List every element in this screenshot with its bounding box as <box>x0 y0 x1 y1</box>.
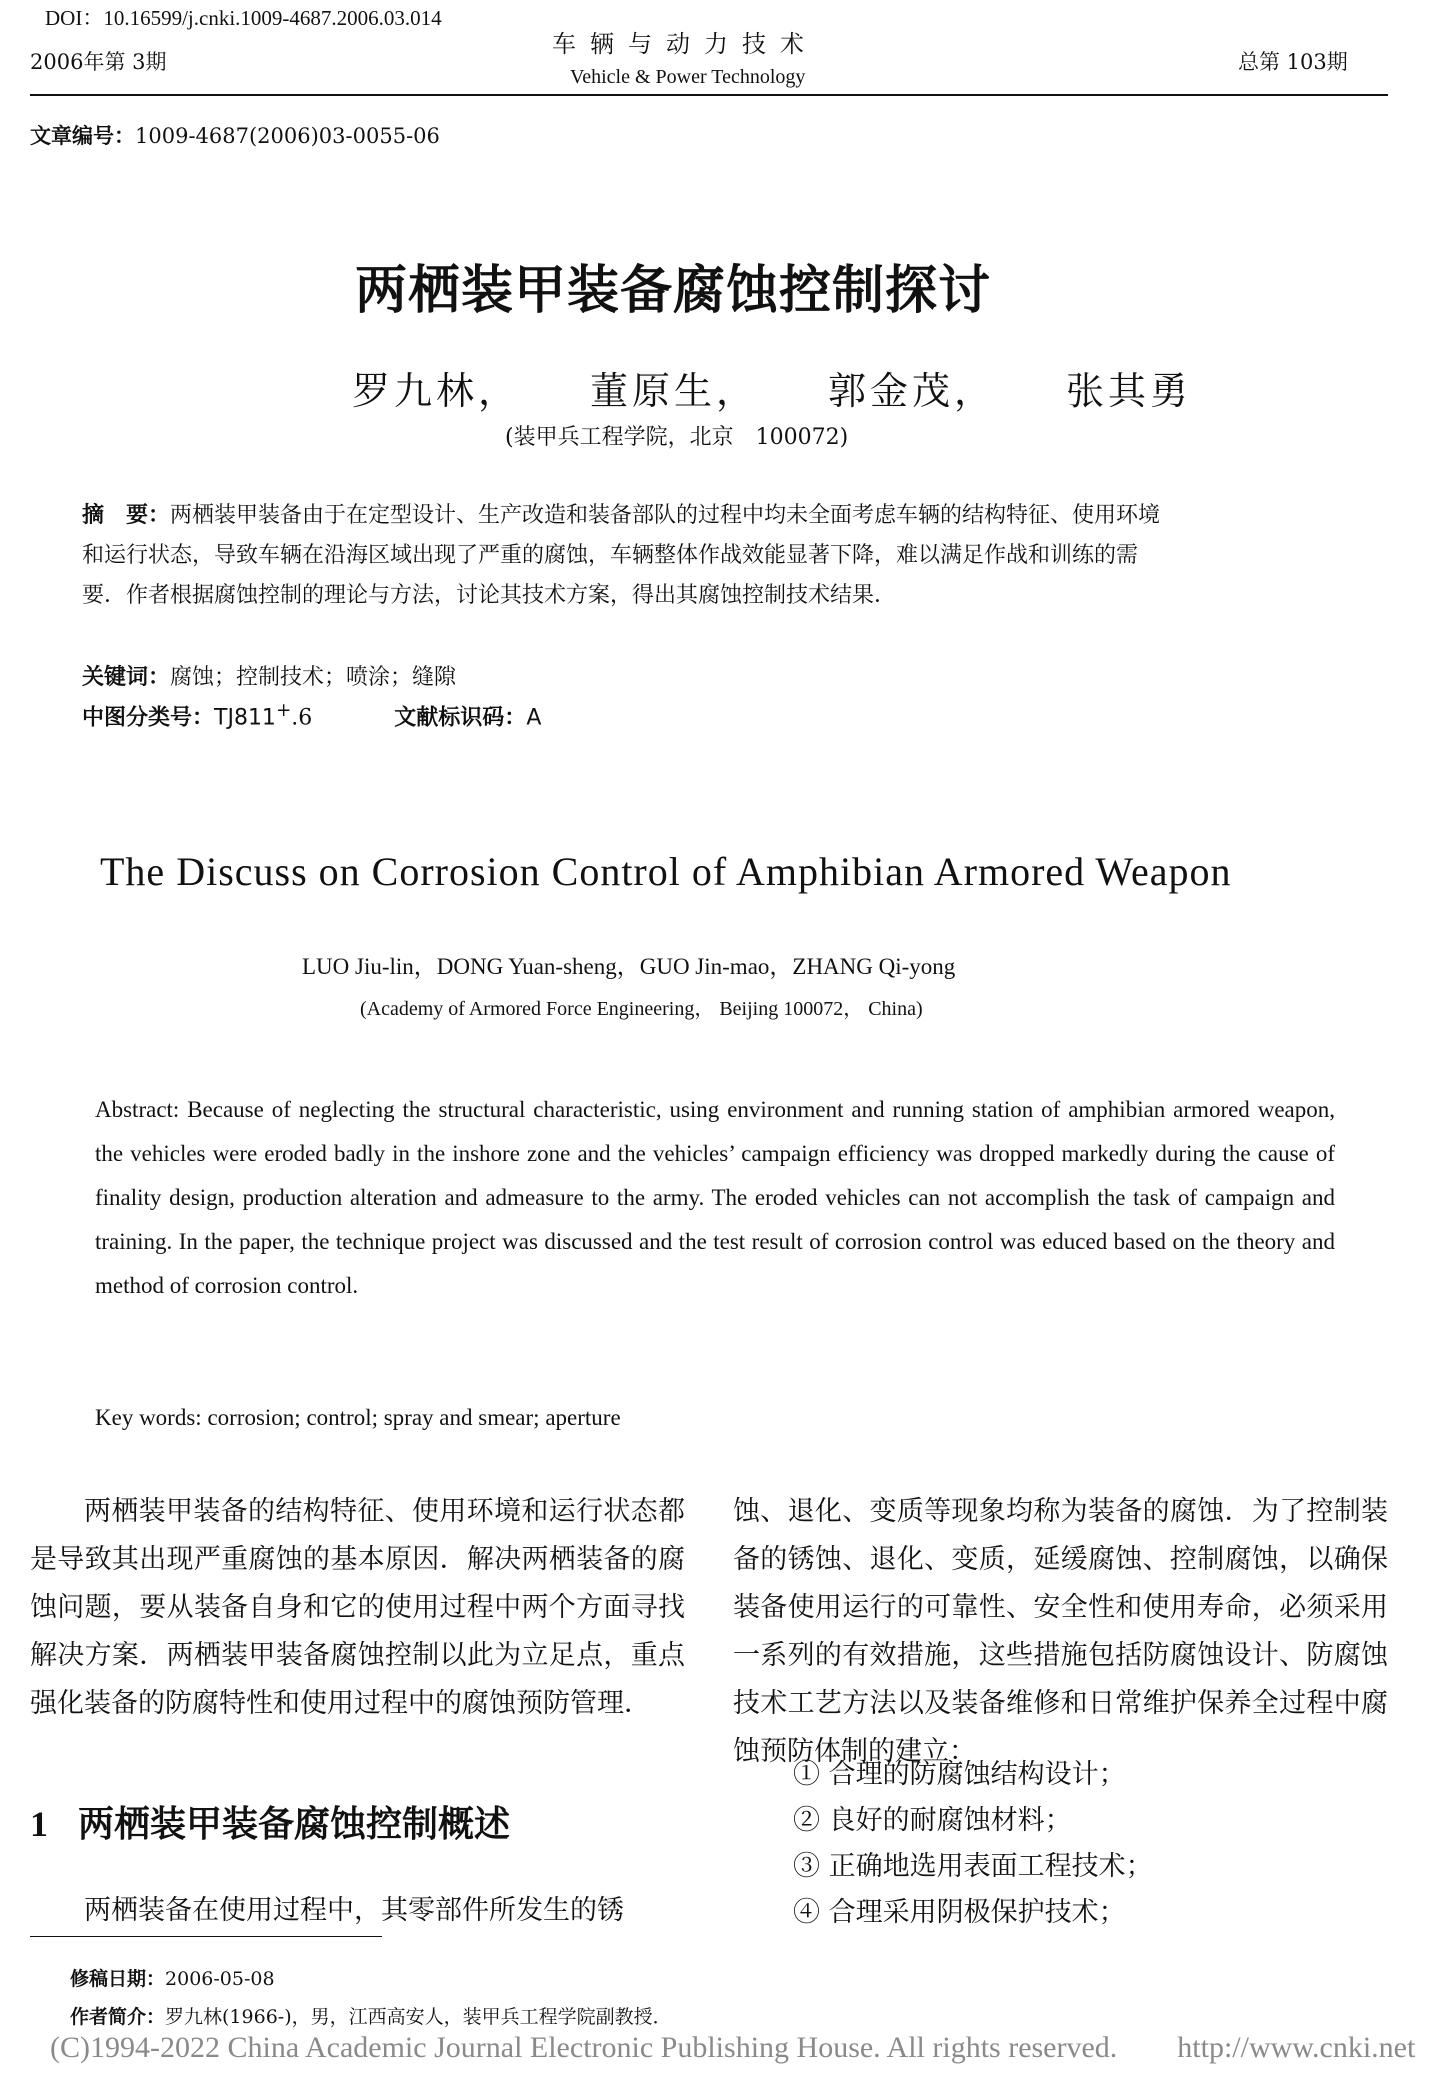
copyright-watermark: (C)1994-2022 China Academic Journal Electronic Publishing House. All rights reserved. http://www.cnki.net <box>50 2031 1416 2064</box>
body-paragraph: 两栖装甲装备的结构特征、使用环境和运行状态都是导致其出现严重腐蚀的基本原因．解决两栖装备的腐蚀问题，要从装备自身和它的使用过程中两个方面寻找解决方案．两栖装甲装备腐蚀控制以此为立足点，重点强化装备的防腐特性和使用过程中的腐蚀预防管理． <box>30 1496 685 1719</box>
issue-number: 2006年第 3期 <box>30 50 167 74</box>
list-item: ④ 合理采用阴极保护技术； <box>793 1897 1126 1928</box>
article-id-value: 1009-4687(2006)03-0055-06 <box>135 124 440 148</box>
keywords-en-label: Key words: <box>95 1405 202 1430</box>
document-code-label: 文献标识码： <box>394 705 527 731</box>
list-item: ③ 正确地选用表面工程技术； <box>793 1851 1153 1882</box>
body-paragraph: 蚀、退化、变质等现象均称为装备的腐蚀．为了控制装备的锈蚀、退化、变质，延缓腐蚀、控制腐蚀，以确保装备使用运行的可靠性、安全性和使用寿命，必须采用一系列的有效措施，这些措施包括防腐蚀设计、防腐蚀技术工艺方法以及装备维修和日常维护保养全过程中腐蚀预防体制的建立： <box>733 1496 1388 1767</box>
author-cn: 董原生， <box>590 369 759 413</box>
doi: DOI：10.16599/j.cnki.1009-4687.2006.03.014 <box>45 6 442 30</box>
section-number: 1 <box>30 1804 48 1844</box>
classification-suffix: .6 <box>291 705 313 731</box>
affiliation-cn: (装甲兵工程学院，北京 100072) <box>505 425 849 450</box>
abstract-en-text: Because of neglecting the structural characteristic, using environment and running station of amphibian armored weapon, the vehicles were eroded badly in the inshore zone and the vehicles’ campaign efficiency was dropped markedly during the cause of finality design, production alteration and admeasure to the army. The eroded vehicles can not accomplish the task of campaign and training. In the paper, the technique project was discussed and the test result of corrosion control was educed based on the theory and method of corrosion control. <box>95 1097 1335 1298</box>
affiliation-en: (Academy of Armored Force Engineering， Beijing 100072， China) <box>360 998 923 1020</box>
header-rule <box>30 94 1388 96</box>
author-cn: 郭金茂， <box>828 369 997 413</box>
abstract-cn-line: 两栖装甲装备由于在定型设计、生产改造和装备部队的过程中均未全面考虑车辆的结构特征、使用环境 <box>170 503 1161 528</box>
abstract-en <box>95 1088 1335 1308</box>
authors-en: LUO Jiu-lin，DONG Yuan-sheng，GUO Jin-mao，ZHANG Qi-yong <box>302 954 956 979</box>
abstract-en-label: Abstract: <box>95 1097 180 1122</box>
classification <box>82 700 541 731</box>
footnote-rule <box>30 1936 382 1937</box>
journal-title-cn: 车辆与动力技术 <box>552 30 818 58</box>
keywords-en <box>95 1405 621 1431</box>
list-item: ② 良好的耐腐蚀材料； <box>793 1805 1072 1836</box>
classification-sup: + <box>275 700 292 721</box>
revised-date-value: 2006-05-08 <box>165 1968 275 1990</box>
abstract-cn-line: 要．作者根据腐蚀控制的理论与方法，讨论其技术方案，得出其腐蚀控制技术结果． <box>82 583 897 608</box>
author-bio-value: 罗九林(1966-)，男，江西高安人，装甲兵工程学院副教授． <box>165 2006 672 2028</box>
article-id <box>30 120 440 150</box>
keywords-cn <box>82 660 456 691</box>
body-paragraph: 两栖装备在使用过程中，其零部件所发生的锈 <box>84 1895 624 1926</box>
author-cn: 张其勇 <box>1066 369 1193 413</box>
section-heading <box>30 1796 510 1847</box>
authors-cn <box>352 360 1192 415</box>
list-item: ① 合理的防腐蚀结构设计； <box>793 1759 1126 1790</box>
keywords-cn-label: 关键词： <box>82 665 171 690</box>
journal-title-en: Vehicle & Power Technology <box>570 66 806 88</box>
title-en: The Discuss on Corrosion Control of Amphibian Armored Weapon <box>100 849 1232 894</box>
revised-date-label: 修稿日期： <box>70 1968 166 1990</box>
revised-date <box>70 1964 275 1991</box>
author-cn: 罗九林， <box>352 369 521 413</box>
author-bio-label: 作者简介： <box>70 2006 166 2028</box>
abstract-cn-label: 摘 要： <box>82 503 171 528</box>
classification-label: 中图分类号： <box>82 705 215 731</box>
document-code-value: A <box>526 705 542 731</box>
classification-value: TJ811 <box>214 705 276 731</box>
article-id-label: 文章编号： <box>30 124 135 148</box>
keywords-cn-value: 腐蚀；控制技术；喷涂；缝隙 <box>170 665 457 690</box>
keywords-en-value: corrosion; control; spray and smear; aperture <box>201 1405 621 1430</box>
abstract-cn-line: 和运行状态，导致车辆在沿海区域出现了严重的腐蚀，车辆整体作战效能显著下降，难以满足作战和训练的需 <box>82 543 1139 568</box>
page-title: 两栖装甲装备腐蚀控制探讨 <box>355 261 992 321</box>
section-title: 两栖装甲装备腐蚀控制概述 <box>78 1804 511 1845</box>
total-issue: 总第 103期 <box>1238 50 1348 74</box>
abstract-cn <box>82 496 1160 616</box>
